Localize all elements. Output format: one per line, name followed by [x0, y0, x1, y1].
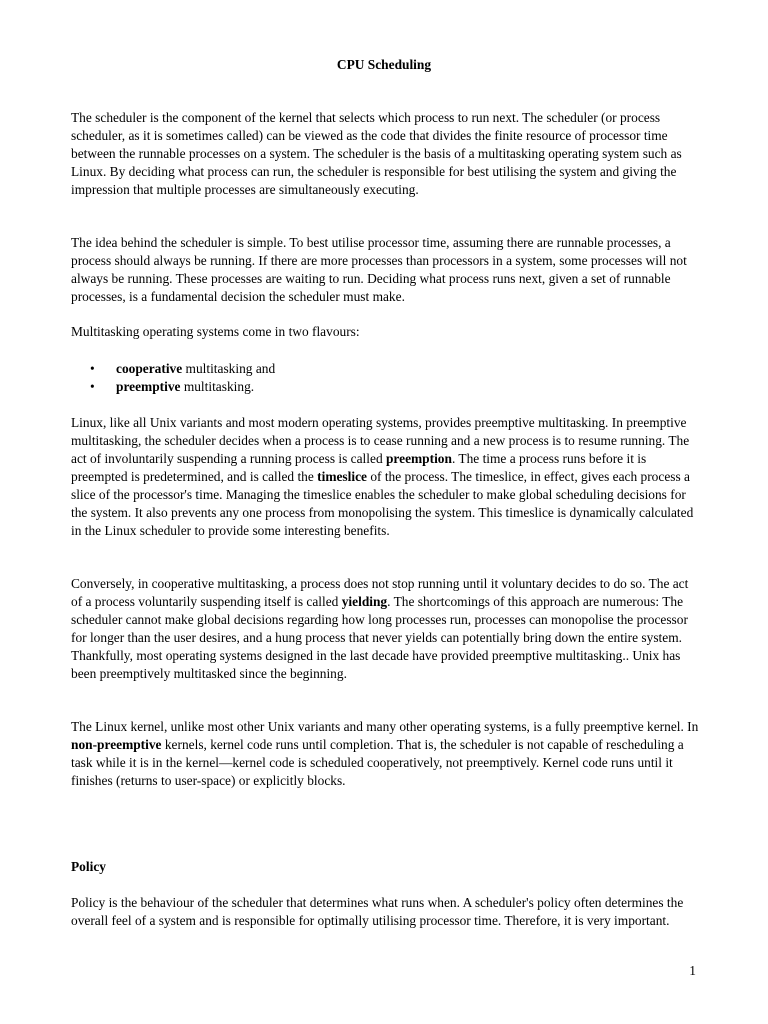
- text-run: . The shortcomings of this approach are numerous: The scheduler cannot make global decisions regarding how long processes run, processes can monopolise the processor for longer than the user desires, and a hung process that never yields can potentially bring down the entire system. Thankfully, most operating systems designed in the last decade have provided preemptive multitasking.. Unix has been preemptively multitasked since the beginning.: [71, 594, 688, 681]
- text-run: Linux, like all Unix variants and most modern operating systems, provides preemptive multitasking. In preemptive multitasking, the scheduler decides when a process is to cease running and a new process is to resume running. The act of involuntarily suspending a running process is called: [71, 415, 690, 466]
- paragraph-policy: Policy is the behaviour of the scheduler that determines what runs when. A scheduler's policy often determines the overall feel of a system and is responsible for optimally utilising processor time. Therefore, it is very important.: [71, 895, 684, 928]
- text-run: The Linux kernel, unlike most other Unix variants and many other operating systems, is a fully preemptive kernel. In: [71, 719, 699, 734]
- paragraph-scheduler-intro: The scheduler is the component of the kernel that selects which process to run next. The scheduler (or process scheduler, as it is sometimes called) can be viewed as the code that divides the finite resource of processor time between the runnable processes on a system. The scheduler is the basis of a multitasking operating system such as Linux. By deciding what process can run, the scheduler is responsible for best utilising the system and giving the impression that multiple processes are simultaneously executing.: [71, 110, 682, 197]
- list-item-text: multitasking.: [180, 379, 255, 394]
- term-timeslice: timeslice: [317, 469, 367, 484]
- multitasking-list: [71, 360, 691, 396]
- page-number: 1: [689, 963, 696, 978]
- section-heading-policy: Policy: [71, 859, 106, 874]
- term-preemption: preemption: [385, 451, 452, 466]
- text-run: kernels, kernel code runs until completion. That is, the scheduler is not capable of rescheduling a task while it is in the kernel—kernel code is scheduled cooperatively, not preemptively. Kernel code runs until it finishes (returns to user-space) or explicitly blocks.: [71, 737, 684, 788]
- paragraph-preemptive-multitasking: [71, 414, 699, 540]
- document-title: CPU Scheduling: [336, 57, 432, 72]
- list-item-text: multitasking and: [182, 361, 276, 376]
- text-run: . The time a process runs before it is preempted is predetermined, and is called the: [71, 451, 647, 484]
- term-yielding: yielding: [341, 594, 388, 609]
- term-non-preemptive: non-preemptive: [71, 737, 162, 752]
- paragraph-cooperative-multitasking: [71, 575, 699, 683]
- term-cooperative: cooperative: [116, 361, 183, 376]
- paragraph-multitasking-flavours: Multitasking operating systems come in two flavours:: [71, 324, 360, 339]
- paragraph-scheduler-idea: The idea behind the scheduler is simple. To best utilise processor time, assuming there are runnable processes, a process should always be running. If there are more processes than processors in a system, some processes will not always be running. These processes are waiting to run. Deciding what process runs next, given a set of runnable processes, is a fundamental decision the scheduler must make.: [71, 235, 687, 304]
- bullet-icon: •: [90, 379, 95, 394]
- list-item-preemptive: [71, 378, 691, 396]
- text-run: of the process. The timeslice, in effect, gives each process a slice of the processor's time. Managing the timeslice enables the scheduler to make global scheduling decisions for the system. It also prevents any one process from monopolising the system. This timeslice is dynamically calculated in the Linux scheduler to provide some interesting benefits.: [71, 469, 694, 538]
- paragraph-linux-kernel: [71, 718, 699, 790]
- text-run: Conversely, in cooperative multitasking, a process does not stop running until it voluntary decides to do so. The act of a process voluntarily suspending itself is called: [71, 576, 689, 609]
- list-item-cooperative: [71, 360, 691, 378]
- bullet-icon: •: [90, 361, 95, 376]
- term-preemptive: preemptive: [116, 379, 181, 394]
